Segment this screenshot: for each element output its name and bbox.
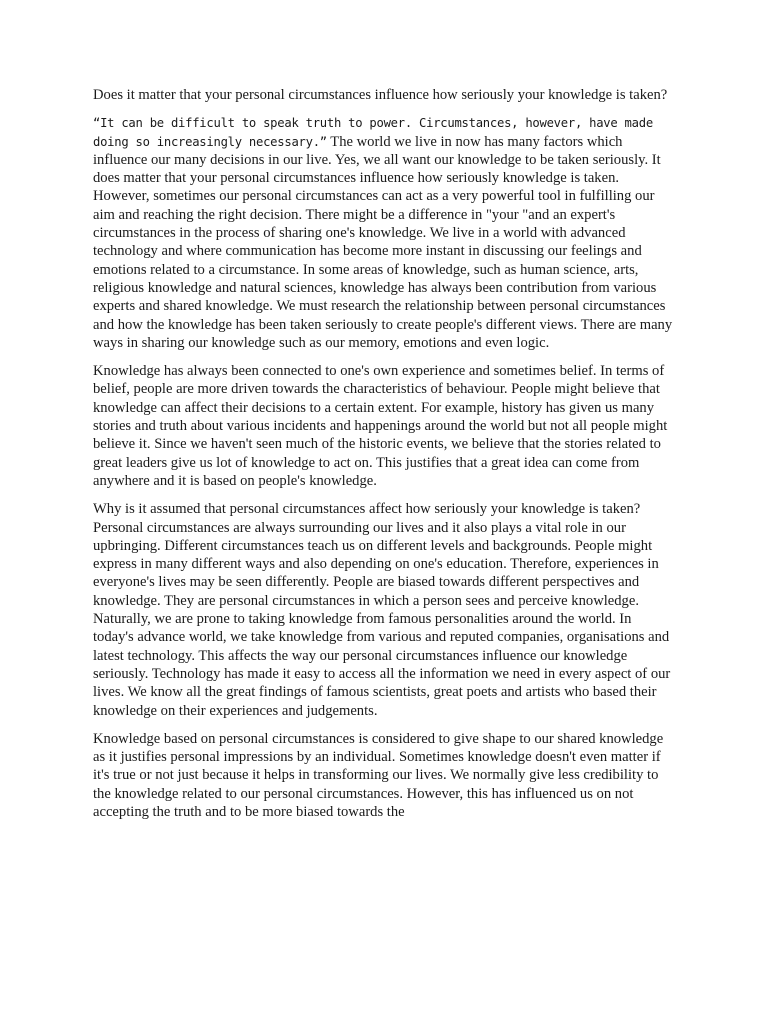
opening-quote: “It can be difficult to speak truth to power. Circumstances, however, have made doing so increasingly necessary.” (93, 116, 653, 149)
paragraph-1 (93, 114, 673, 352)
document-body (93, 86, 673, 831)
paragraph-1-text: The world we live in now has many factors which influence our many decisions in our live. Yes, we all want our knowledge to be taken seriously. It does matter that your personal circumstances influence how seriously knowledge is taken. However, sometimes our personal circumstances can act as a very powerful tool in fulfilling our aim and reaching the right decision. There might be a difference in "your "and an expert's circumstances in the process of sharing one's knowledge. We live in a world with advanced technology and where communication has become more instant in discussing our feelings and emotions related to a circumstance. In some areas of knowledge, such as human science, arts, religious knowledge and natural sciences, knowledge has always been contribution from various experts and shared knowledge. We must research the relationship between personal circumstances and how the knowledge has been taken seriously to create people's different views. There are many ways in sharing our knowledge such as our memory, emotions and even logic. (93, 133, 673, 351)
essay-question: Does it matter that your personal circumstances influence how seriously your knowledge is taken? (93, 87, 668, 103)
paragraph-3: Why is it assumed that personal circumstances affect how seriously your knowledge is taken? Personal circumstances are always surrounding our lives and it also plays a vital role in our upbringing. Different circumstances teach us on different levels and backgrounds. People might express in many different ways and also depending on one's education. Therefore, experiences in everyone's lives may be seen differently. People are biased towards different perspectives and knowledge. They are personal circumstances in which a person sees and perceive knowledge. Naturally, we are prone to taking knowledge from famous personalities around the world. In today's advance world, we take knowledge from various and reputed companies, organisations and latest technology. This affects the way our personal circumstances influence our knowledge seriously. Technology has made it easy to access all the information we need in every aspect of our lives. We know all the great findings of famous scientists, great poets and artists who based their knowledge on their experiences and judgements. (93, 501, 671, 719)
paragraph-4: Knowledge based on personal circumstances is considered to give shape to our shared knowledge as it justifies personal impressions by an individual. Sometimes knowledge doesn't even matter if it's true or not just because it helps in transforming our lives. We normally give less credibility to the knowledge related to our personal circumstances. However, this has influenced us on not accepting the truth and to be more biased towards the (93, 730, 664, 820)
paragraph-2: Knowledge has always been connected to one's own experience and sometimes belief. In terms of belief, people are more driven towards the characteristics of behaviour. People might believe that knowledge can affect their decisions to a certain extent. For example, history has given us many stories and truth about various incidents and happenings around the world but not all people might believe it. Since we haven't seen much of the historic events, we believe that the stories related to great leaders give us lot of knowledge to act on. This justifies that a great idea can come from anywhere and it is based on people's knowledge. (93, 363, 668, 489)
